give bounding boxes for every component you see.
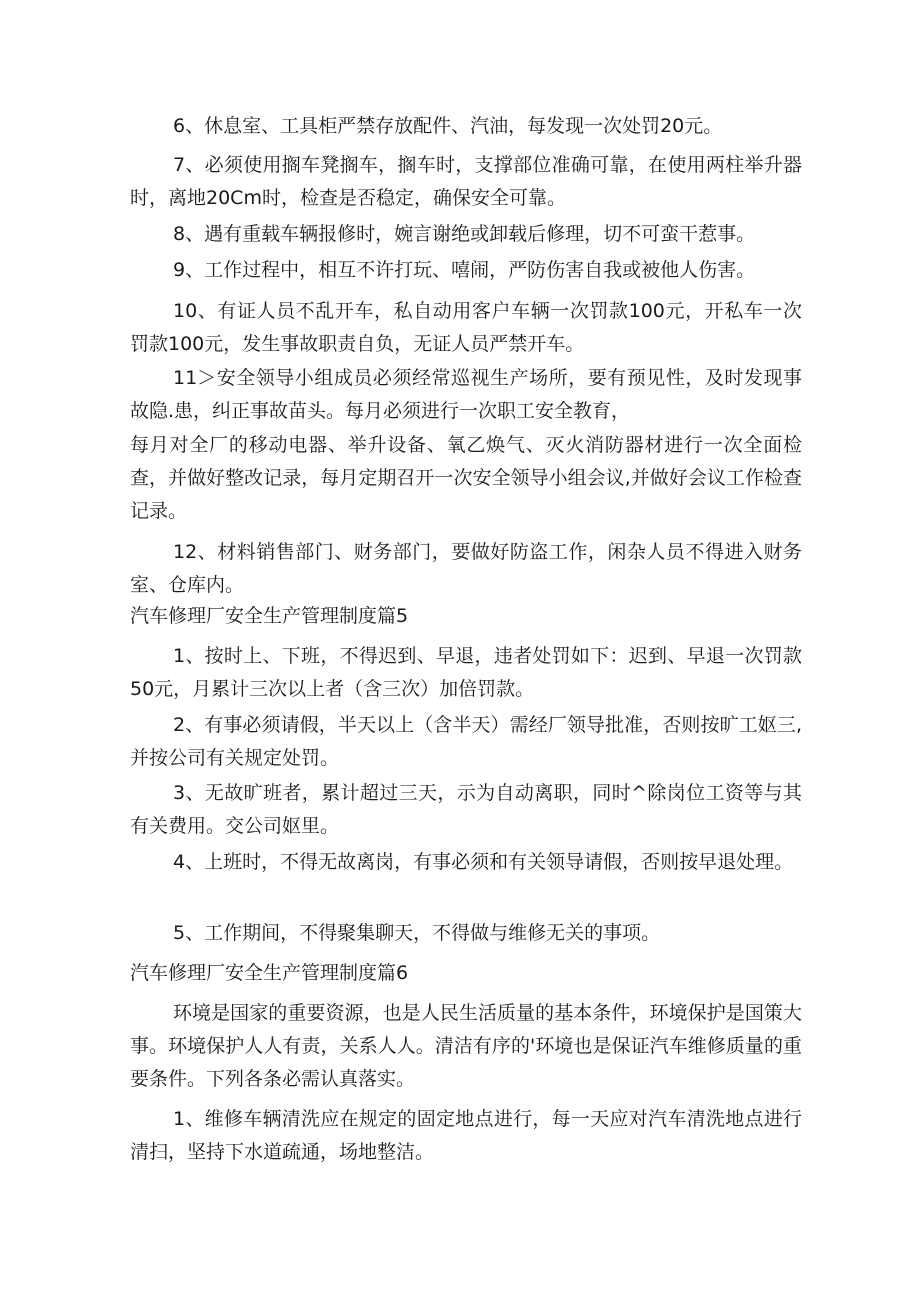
paragraph-item-7: 7、必须使用搁车凳搁车，搁车时，支撑部位准确可靠，在使用两柱举升器时，离地20Cm时，检查是否稳定，确保安全可靠。 xyxy=(130,154,802,209)
paragraph-item-6: 6、休息室、工具柜严禁存放配件、汽油，每发现一次处罚20元。 xyxy=(173,115,723,137)
section-heading-5: 汽车修理厂安全生产管理制度篇5 xyxy=(130,605,409,627)
section5-item-1: 1、按时上、下班，不得迟到、早退，违者处罚如下：迟到、早退一次罚款50元，月累计三次以上者（含三次）加倍罚款。 xyxy=(130,645,802,700)
section5-item-5: 5、工作期间，不得聚集聊天，不得做与维修无关的事项。 xyxy=(173,922,661,944)
paragraph-item-9: 9、工作过程中，相互不许打玩、嘻闹，严防伤害自我或被他人伤害。 xyxy=(173,259,756,281)
paragraph-item-12: 12、材料销售部门、财务部门，要做好防盗工作，闲杂人员不得进入财务室、仓库内。 xyxy=(130,541,802,596)
paragraph-item-10: 10、有证人员不乱开车，私自动用客户车辆一次罚款100元，开私车一次罚款100元，发生事故职责自负，无证人员严禁开车。 xyxy=(130,300,802,355)
paragraph-item-11-part1: 11＞安全领导小组成员必须经常巡视生产场所，要有预见性，及时发现事故隐.患，纠正事故苗头。每月必须进行一次职工安全教育， xyxy=(130,367,802,422)
section-heading-6: 汽车修理厂安全生产管理制度篇6 xyxy=(130,962,409,984)
paragraph-item-11-part2: 每月对全厂的移动电器、举升设备、氧乙焕气、灭火消防器材进行一次全面检查，并做好整改记录，每月定期召开一次安全领导小组会议,并做好会议工作检查记录。 xyxy=(130,434,802,522)
section5-item-3: 3、无故旷班者，累计超过三天，示为自动离职，同时^除岗位工资等与其有关费用。交公司妪里。 xyxy=(130,782,802,837)
section6-item-1: 1、维修车辆清洗应在规定的固定地点进行，每一天应对汽车清洗地点进行清扫，坚持下水道疏通，场地整洁。 xyxy=(130,1108,802,1163)
section5-item-2: 2、有事必须请假，半天以上（含半天）需经厂领导批准，否则按旷工妪三,并按公司有关规定处罚。 xyxy=(130,714,802,769)
section5-item-4: 4、上班时，不得无故离岗，有事必须和有关领导请假，否则按早退处理。 xyxy=(173,851,794,873)
section6-intro: 环境是国家的重要资源，也是人民生活质量的基本条件，环境保护是国策大事。环境保护人人有责，关系人人。清洁有序的'环境也是保证汽车维修质量的重要条件。下列各条必需认真落实。 xyxy=(130,1002,802,1090)
paragraph-item-8: 8、遇有重载车辆报修时，婉言谢绝或卸载后修理，切不可蛮干惹事。 xyxy=(173,223,756,245)
